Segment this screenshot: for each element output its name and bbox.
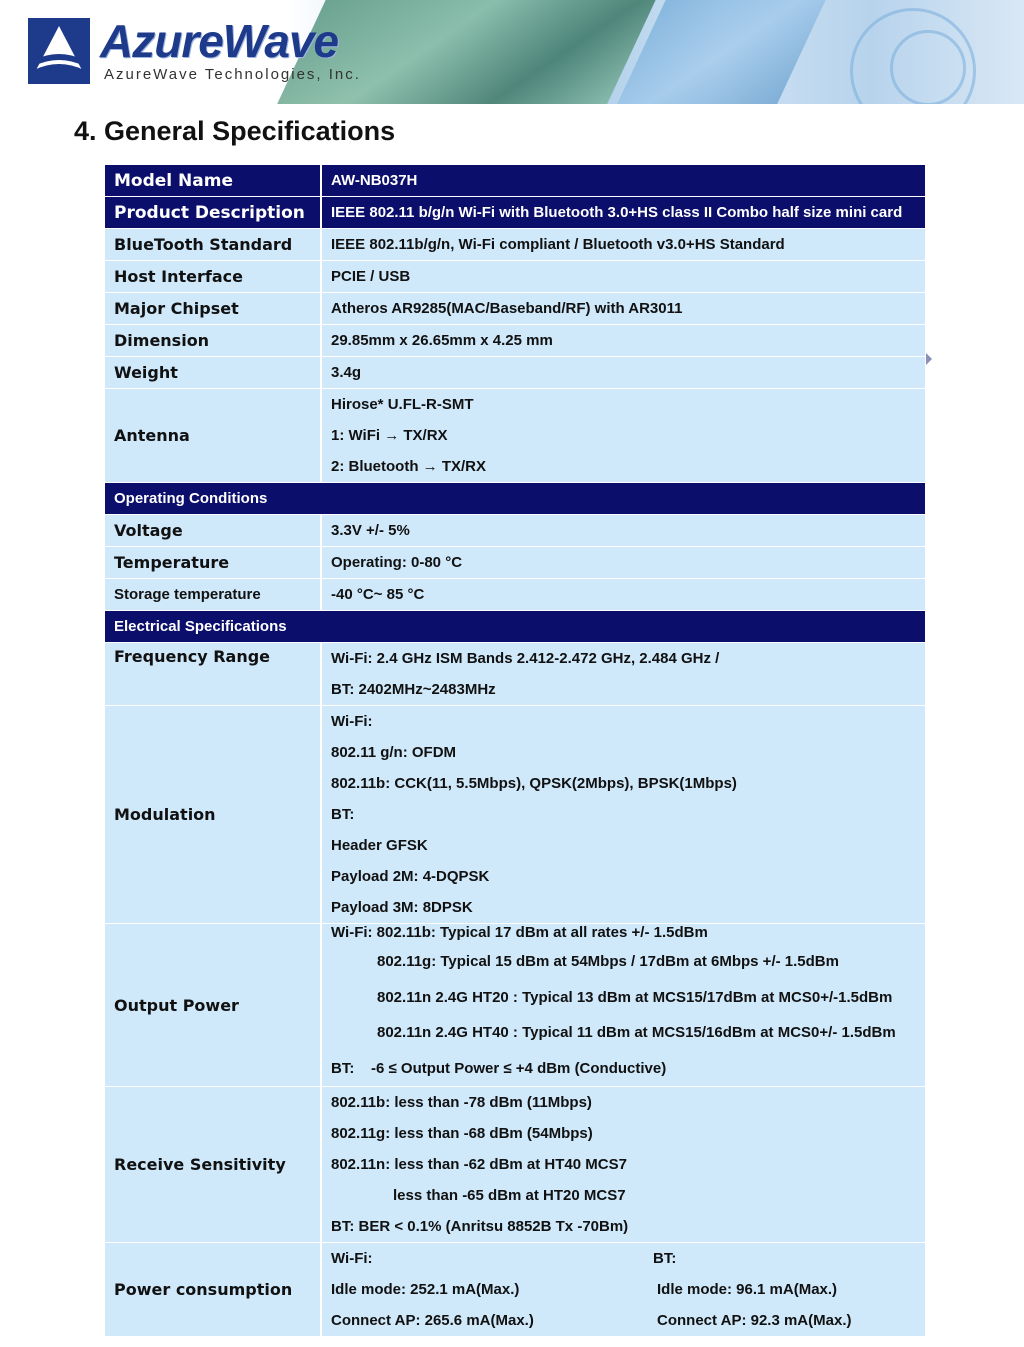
spec-row-storage-temperature bbox=[105, 579, 925, 611]
value-line: Idle mode: 252.1 mA(Max.) bbox=[331, 1281, 520, 1299]
value-line: 2: Bluetooth → TX/RX bbox=[331, 458, 486, 475]
value-line: Connect AP: 265.6 mA(Max.) bbox=[331, 1312, 534, 1330]
spec-row-voltage bbox=[105, 515, 925, 547]
spec-row-power-consumption bbox=[105, 1243, 925, 1337]
row-value: AW-NB037H bbox=[321, 165, 925, 197]
row-value: Operating: 0-80 °C bbox=[321, 547, 925, 579]
section-electrical-specifications bbox=[105, 611, 925, 643]
row-label: Antenna bbox=[105, 389, 321, 483]
row-value: IEEE 802.11 b/g/n Wi-Fi with Bluetooth 3.0+HS class II Combo half size mini card bbox=[321, 197, 925, 229]
spec-row-receive-sensitivity bbox=[105, 1087, 925, 1243]
row-value: -40 °C~ 85 °C bbox=[321, 579, 925, 611]
spec-table bbox=[105, 165, 925, 1337]
row-label: Receive Sensitivity bbox=[105, 1087, 321, 1243]
spec-row-frequency-range bbox=[105, 643, 925, 706]
row-value bbox=[321, 924, 925, 1087]
value-line: Header GFSK bbox=[331, 837, 428, 854]
section-title: Electrical Specifications bbox=[105, 611, 925, 643]
brand-name: AzureWave bbox=[100, 15, 339, 67]
row-label: Model Name bbox=[105, 165, 321, 197]
spec-row-output-power bbox=[105, 924, 925, 1087]
section-operating-conditions bbox=[105, 483, 925, 515]
row-label: Temperature bbox=[105, 547, 321, 579]
row-value: 3.3V +/- 5% bbox=[321, 515, 925, 547]
value-line: 802.11n 2.4G HT40 : Typical 11 dBm at MCS15/16dBm at MCS0+/- 1.5dBm bbox=[377, 1024, 896, 1042]
row-label: Major Chipset bbox=[105, 293, 321, 325]
row-label: BlueTooth Standard bbox=[105, 229, 321, 261]
azurewave-logo-icon bbox=[28, 18, 90, 84]
value-line: 1: WiFi → TX/RX bbox=[331, 427, 448, 444]
row-value: Atheros AR9285(MAC/Baseband/RF) with AR3011 bbox=[321, 293, 925, 325]
row-value: 29.85mm x 26.65mm x 4.25 mm bbox=[321, 325, 925, 357]
value-line: Hirose* U.FL-R-SMT bbox=[331, 396, 474, 413]
row-label: Weight bbox=[105, 357, 321, 389]
row-label: Modulation bbox=[105, 706, 321, 924]
row-value bbox=[321, 643, 925, 706]
value-line: 802.11 g/n: OFDM bbox=[331, 744, 457, 761]
spec-row-product-description bbox=[105, 197, 925, 229]
row-value: 3.4g bbox=[321, 357, 925, 389]
value-line: less than -65 dBm at HT20 MCS7 bbox=[393, 1187, 626, 1205]
row-label: Power consumption bbox=[105, 1243, 321, 1337]
value-line: 802.11g: Typical 15 dBm at 54Mbps / 17dBm at 6Mbps +/- 1.5dBm bbox=[377, 953, 839, 970]
value-line: Connect AP: 92.3 mA(Max.) bbox=[657, 1312, 852, 1330]
spec-row-major-chipset bbox=[105, 293, 925, 325]
spec-row-dimension bbox=[105, 325, 925, 357]
brand-company: AzureWave Technologies, Inc. bbox=[104, 66, 361, 83]
row-value bbox=[321, 1243, 925, 1337]
spec-row-bluetooth-standard bbox=[105, 229, 925, 261]
row-label: Frequency Range bbox=[105, 643, 321, 706]
row-label: Host Interface bbox=[105, 261, 321, 293]
header-banner bbox=[0, 0, 1024, 104]
spec-row-weight bbox=[105, 357, 925, 389]
value-line: 802.11b: less than -78 dBm (11Mbps) bbox=[331, 1094, 592, 1112]
value-line: Wi-Fi: 802.11b: Typical 17 dBm at all rates +/- 1.5dBm bbox=[331, 924, 708, 941]
row-label: Voltage bbox=[105, 515, 321, 547]
row-label: Product Description bbox=[105, 197, 321, 229]
section-title: Operating Conditions bbox=[105, 483, 925, 515]
spec-row-temperature bbox=[105, 547, 925, 579]
spec-row-model-name bbox=[105, 165, 925, 197]
value-line: BT: bbox=[331, 806, 355, 823]
row-value bbox=[321, 389, 925, 483]
value-line: BT: 2402MHz~2483MHz bbox=[331, 681, 496, 698]
row-label: Output Power bbox=[105, 924, 321, 1087]
value-line: BT: bbox=[653, 1250, 677, 1268]
row-value: IEEE 802.11b/g/n, Wi-Fi compliant / Bluetooth v3.0+HS Standard bbox=[321, 229, 925, 261]
page-title: 4. General Specifications bbox=[74, 116, 396, 146]
value-line: Wi-Fi: 2.4 GHz ISM Bands 2.412-2.472 GHz, 2.484 GHz / bbox=[331, 650, 720, 667]
row-value: PCIE / USB bbox=[321, 261, 925, 293]
spec-row-modulation bbox=[105, 706, 925, 924]
value-line: BT: BER < 0.1% (Anritsu 8852B Tx -70Bm) bbox=[331, 1218, 629, 1236]
value-line: Idle mode: 96.1 mA(Max.) bbox=[657, 1281, 838, 1299]
row-value bbox=[321, 706, 925, 924]
value-line: 802.11b: CCK(11, 5.5Mbps), QPSK(2Mbps), BPSK(1Mbps) bbox=[331, 775, 737, 792]
value-line: Wi-Fi: bbox=[331, 1250, 373, 1268]
value-line: BT: -6 ≤ Output Power ≤ +4 dBm (Conductive) bbox=[331, 1059, 667, 1077]
value-line: 802.11n: less than -62 dBm at HT40 MCS7 bbox=[331, 1156, 627, 1174]
row-label: Dimension bbox=[105, 325, 321, 357]
margin-arrow-icon bbox=[926, 353, 932, 365]
value-line: Wi-Fi: bbox=[331, 713, 373, 730]
value-line: 802.11n 2.4G HT20 : Typical 13 dBm at MCS15/17dBm at MCS0+/-1.5dBm bbox=[377, 988, 893, 1006]
row-label: Storage temperature bbox=[105, 579, 321, 611]
spec-row-antenna bbox=[105, 389, 925, 483]
spec-row-host-interface bbox=[105, 261, 925, 293]
value-line: Payload 2M: 4-DQPSK bbox=[331, 868, 490, 885]
value-line: Payload 3M: 8DPSK bbox=[331, 899, 473, 916]
row-value bbox=[321, 1087, 925, 1243]
banner-ring-graphic bbox=[890, 30, 966, 104]
value-line: 802.11g: less than -68 dBm (54Mbps) bbox=[331, 1125, 593, 1143]
